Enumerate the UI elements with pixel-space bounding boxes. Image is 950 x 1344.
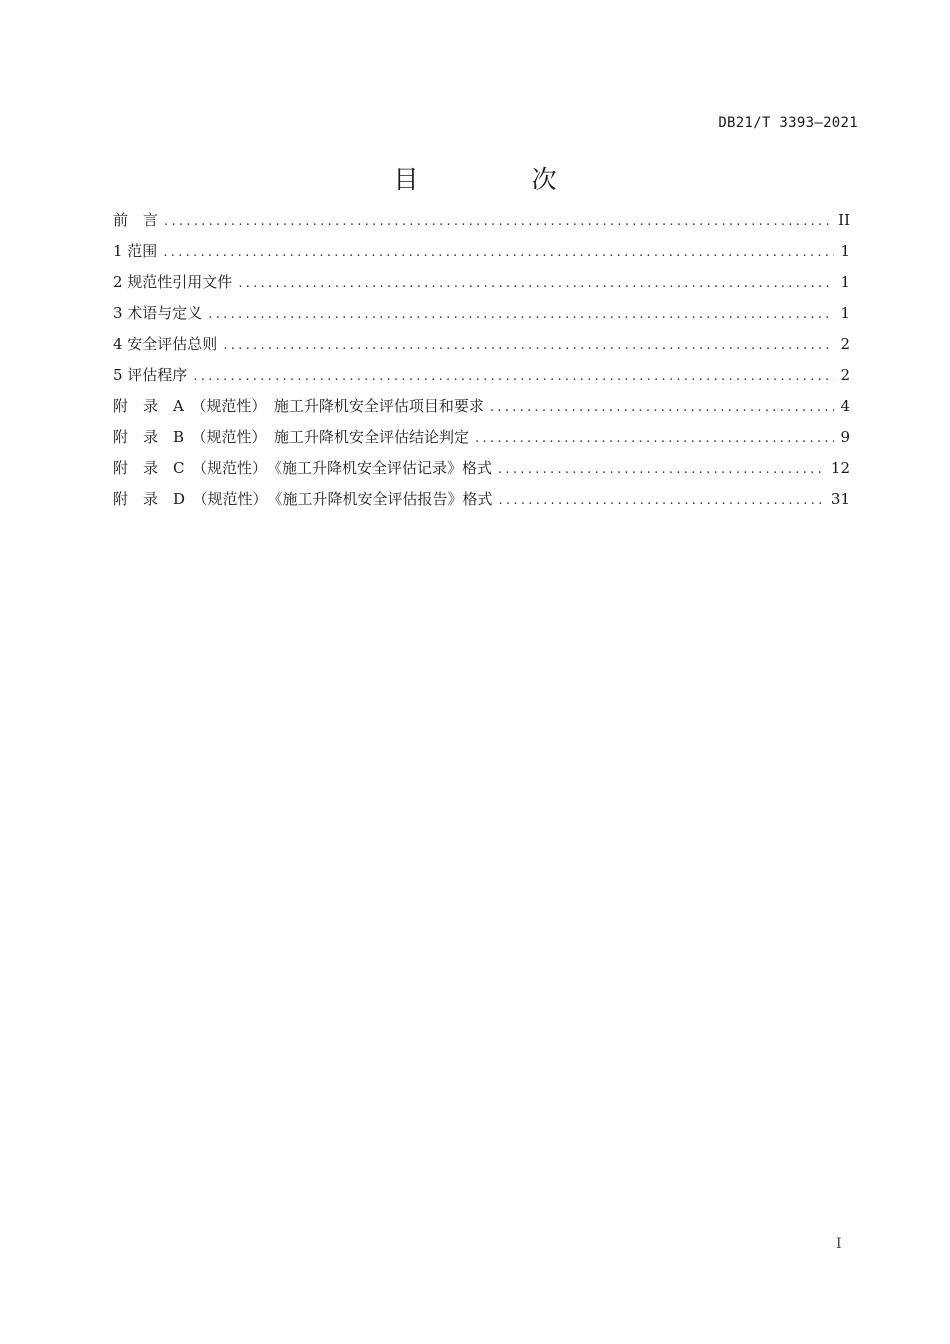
toc-dot-leader: [238, 276, 834, 291]
table-of-contents: [113, 209, 850, 519]
toc-dot-leader: [490, 400, 835, 415]
toc-dot-leader: [208, 307, 834, 322]
toc-dot-leader: [223, 338, 834, 353]
toc-entry-label: 4 安全评估总则: [113, 335, 218, 353]
toc-dot-leader: [499, 493, 825, 508]
toc-entry-page: 2: [840, 335, 850, 353]
toc-entry-terms-definitions[interactable]: [113, 302, 850, 333]
toc-entry-page: 31: [830, 490, 850, 508]
toc-entry-label: 附 录 B （规范性） 施工升降机安全评估结论判定: [113, 428, 470, 446]
toc-dot-leader: [163, 245, 834, 260]
toc-entry-assessment-procedure[interactable]: [113, 364, 850, 395]
toc-entry-page: 12: [830, 459, 850, 477]
toc-entry-page: 9: [840, 428, 850, 446]
toc-dot-leader: [475, 431, 834, 446]
toc-entry-page: 1: [840, 242, 850, 260]
toc-entry-foreword[interactable]: [113, 209, 850, 240]
toc-dot-leader: [498, 462, 825, 477]
toc-entry-appendix-c[interactable]: [113, 457, 850, 488]
toc-entry-appendix-d[interactable]: [113, 488, 850, 519]
toc-entry-appendix-a[interactable]: [113, 395, 850, 426]
document-code: DB21/T 3393—2021: [718, 115, 858, 131]
toc-entry-appendix-b[interactable]: [113, 426, 850, 457]
toc-entry-general-principles[interactable]: [113, 333, 850, 364]
toc-dot-leader: [164, 214, 832, 229]
toc-entry-page: 1: [840, 304, 850, 322]
toc-entry-page: 1: [840, 273, 850, 291]
toc-entry-label: 3 术语与定义: [113, 304, 203, 322]
toc-entry-label: 1 范围: [113, 242, 158, 260]
toc-entry-page: 4: [840, 397, 850, 415]
toc-entry-label: 前 言: [113, 211, 159, 229]
toc-entry-normative-references[interactable]: [113, 271, 850, 302]
page-number: I: [836, 1236, 842, 1252]
toc-entry-scope[interactable]: [113, 240, 850, 271]
toc-entry-label: 附 录 C （规范性） 《施工升降机安全评估记录》格式: [113, 459, 492, 477]
page-title: 目 次: [393, 165, 601, 194]
toc-dot-leader: [193, 369, 834, 384]
toc-entry-page: II: [838, 211, 850, 229]
toc-entry-page: 2: [840, 366, 850, 384]
toc-entry-label: 2 规范性引用文件: [113, 273, 233, 291]
toc-entry-label: 附 录 A （规范性） 施工升降机安全评估项目和要求: [113, 397, 484, 415]
toc-entry-label: 5 评估程序: [113, 366, 188, 384]
toc-entry-label: 附 录 D （规范性） 《施工升降机安全评估报告》格式: [113, 490, 493, 508]
